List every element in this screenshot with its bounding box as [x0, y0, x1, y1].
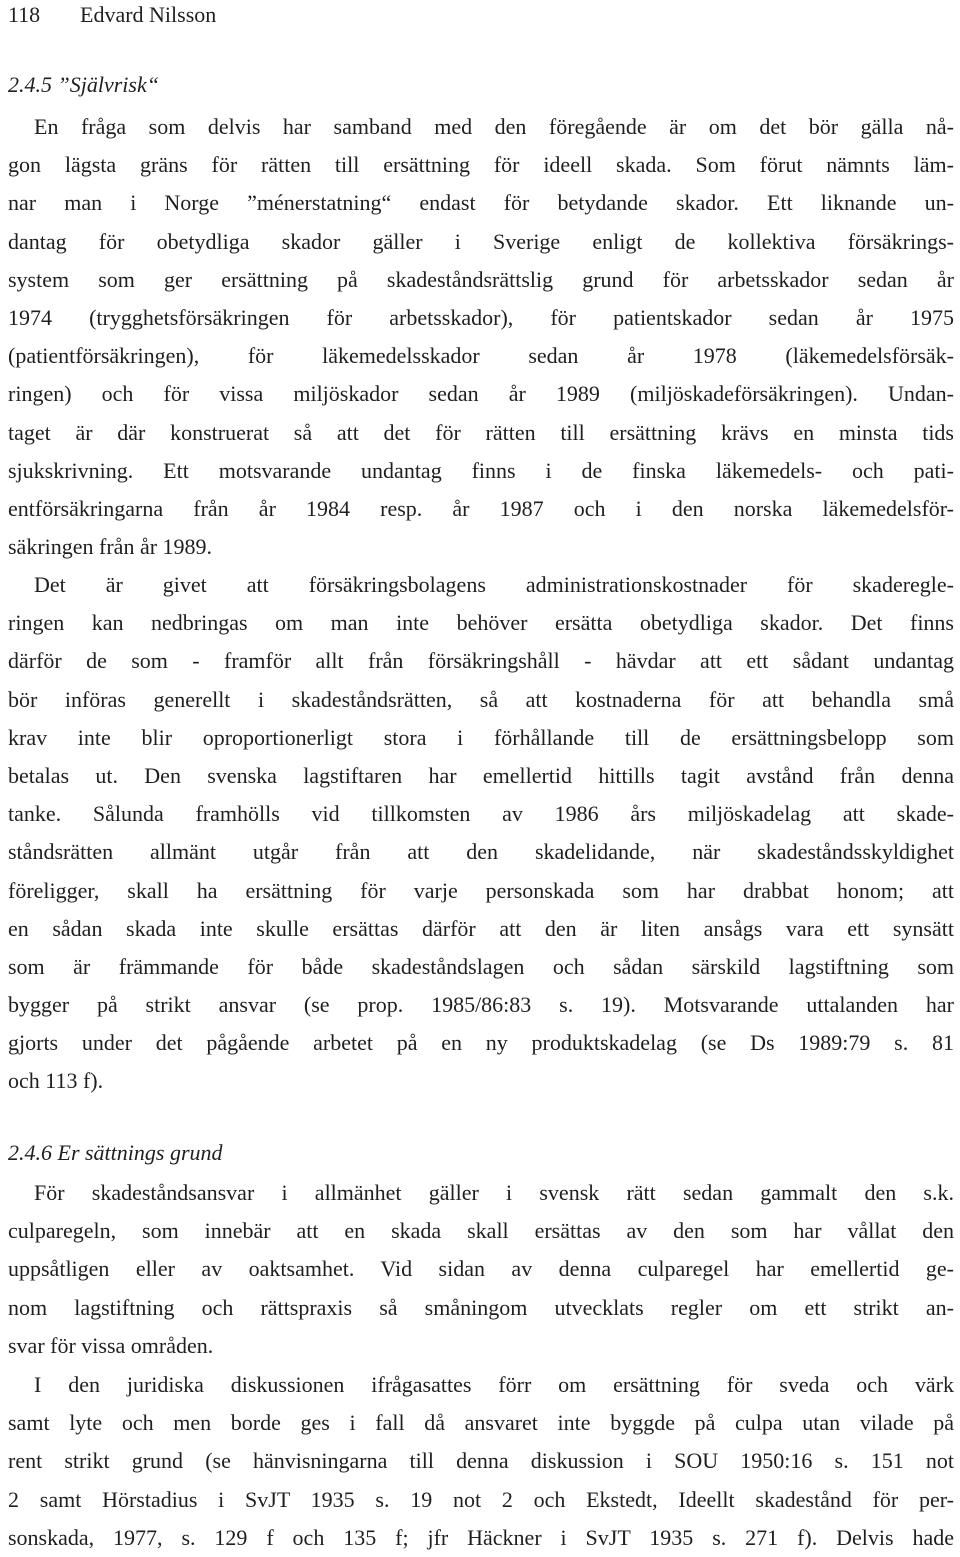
text-line: nar man i Norge ”ménerstatning“ endast för betydande skador. Ett liknande un- [8, 190, 954, 216]
text-line: och 113 f). [8, 1068, 104, 1094]
text-line: För skadeståndsansvar i allmänhet gäller i svensk rätt sedan gammalt den s.k. [34, 1180, 954, 1205]
text-line: sonskada, 1977, s. 129 f och 135 f; jfr Häckner i SvJT 1935 s. 271 f). Delvis hade [8, 1524, 954, 1550]
text-line: svar för vissa områden. [8, 1332, 214, 1358]
text-line: Det är givet att försäkringsbolagens administrationskostnader för skaderegle- [34, 572, 954, 597]
text-line: samt lyte och men borde ges i fall då ansvaret inte byggde på culpa utan vilade på [8, 1410, 954, 1436]
text-line: sjukskrivning. Ett motsvarande undantag finns i de finska läkemedels- och pati- [8, 457, 954, 483]
paragraph [8, 108, 954, 566]
text-line: bör införas generellt i skadeståndsrätten, så att kostnaderna för att behandla små [8, 686, 954, 712]
text-line: dantag för obetydliga skador gäller i Sverige enligt de kollektiva försäkrings- [8, 228, 954, 254]
text-line: 2 samt Hörstadius i SvJT 1935 s. 19 not 2 och Ekstedt, Ideellt skadestånd för per- [8, 1486, 954, 1512]
text-line: nom lagstiftning och rättspraxis så småningom utvecklats regler om ett strikt an- [8, 1294, 954, 1320]
text-line: en sådan skada inte skulle ersättas därför att den är liten ansågs vara ett synsätt [8, 915, 954, 941]
paragraph [8, 566, 954, 1101]
text-line: rent strikt grund (se hänvisningarna till denna diskussion i SOU 1950:16 s. 151 not [8, 1448, 954, 1474]
page-number: 118 [8, 2, 41, 27]
text-line: culparegeln, som innebär att en skada skall ersättas av den som har vållat den [8, 1218, 954, 1244]
text-line: I den juridiska diskussionen ifrågasattes förr om ersättning för sveda och värk [34, 1372, 954, 1397]
text-line: ringen kan nedbringas om man inte behöver ersätta obetydliga skador. Det finns [8, 610, 954, 636]
text-line: gjorts under det pågående arbetet på en ny produktskadelag (se Ds 1989:79 s. 81 [8, 1030, 954, 1056]
author-name: Edvard Nilsson [80, 2, 217, 27]
text-line: betalas ut. Den svenska lagstiftaren har emellertid hittills tagit avstånd från denna [8, 762, 954, 788]
text-line: därför de som - framför allt från försäkringshåll - hävdar att ett sådant undantag [8, 648, 954, 674]
text-line: uppsåtligen eller av oaktsamhet. Vid sidan av denna culparegel har emellertid ge- [8, 1256, 954, 1282]
text-line: ståndsrätten allmänt utgår från att den skadelidande, när skadeståndsskyldighet [8, 839, 954, 865]
text-line: entförsäkringarna från år 1984 resp. år 1987 och i den norska läkemedelsför- [8, 495, 954, 521]
section-heading-2-4-6: 2.4.6 Er sättnings grund [8, 1140, 223, 1165]
text-line: ringen) och för vissa miljöskador sedan år 1989 (miljöskadeförsäkringen). Undan- [8, 381, 954, 407]
text-line: bygger på strikt ansvar (se prop. 1985/86:83 s. 19). Motsvarande uttalanden har [8, 992, 954, 1018]
text-line: som är främmande för både skadeståndslagen och sådan särskild lagstiftning som [8, 953, 954, 979]
text-line: (patientförsäkringen), för läkemedelsskador sedan år 1978 (läkemedelsförsäk- [8, 343, 954, 369]
text-line: taget är där konstruerat så att det för rätten till ersättning krävs en minsta tids [8, 419, 954, 445]
text-line: säkringen från år 1989. [8, 534, 213, 560]
text-line: En fråga som delvis har samband med den föregående är om det bör gälla nå- [34, 114, 954, 139]
text-line: krav inte blir oproportionerligt stora i förhållande till de ersättningsbelopp som [8, 724, 954, 750]
text-line: system som ger ersättning på skadeståndsrättslig grund för arbetsskador sedan år [8, 266, 954, 292]
running-head [8, 2, 216, 28]
text-line: gon lägsta gräns för rätten till ersättning för ideell skada. Som förut nämnts läm- [8, 152, 954, 178]
section-heading-2-4-5: 2.4.5 ”Självrisk“ [8, 72, 159, 97]
text-line: föreligger, skall ha ersättning för varje personskada som har drabbat honom; att [8, 877, 954, 903]
paragraph [8, 1174, 954, 1365]
text-line: tanke. Sålunda framhölls vid tillkomsten av 1986 års miljöskadelag att skade- [8, 801, 954, 827]
text-line: 1974 (trygghetsförsäkringen för arbetsskador), för patientskador sedan år 1975 [8, 304, 954, 330]
paragraph [8, 1366, 954, 1557]
